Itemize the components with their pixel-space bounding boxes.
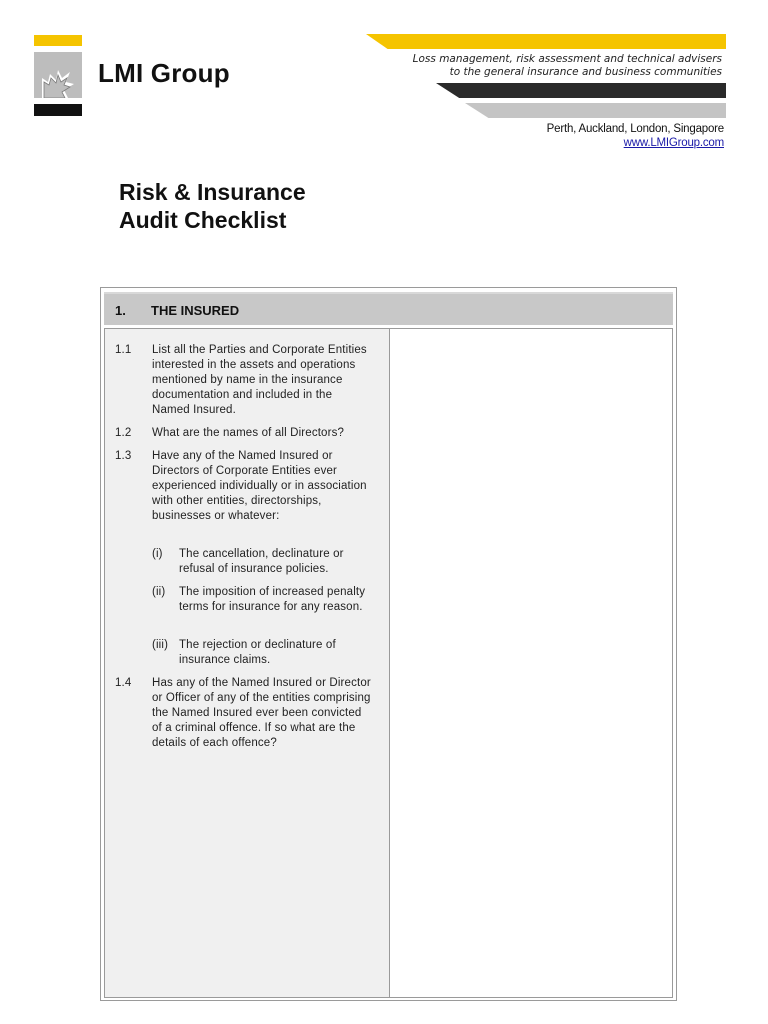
question-item (115, 449, 373, 524)
header-yellow-band (366, 34, 726, 49)
question-column (104, 328, 389, 998)
document-title-line-1: Risk & Insurance (119, 179, 306, 205)
question-item (115, 343, 373, 418)
tagline-line-2: to the general insurance and business communities (449, 66, 722, 78)
logo-yellow-bar (34, 35, 82, 46)
sub-item-text: The imposition of increased penalty terms for insurance for any reason. (179, 586, 366, 613)
logo-emblem (34, 52, 82, 98)
document-title-line-2: Audit Checklist (119, 207, 287, 233)
document-title (119, 178, 306, 234)
company-logo (34, 35, 82, 115)
website-link[interactable]: www.LMIGroup.com (623, 137, 724, 149)
logo-black-bar (34, 104, 82, 116)
tagline-line-1: Loss management, risk assessment and technical advisers (412, 53, 722, 65)
sub-item-label: (ii) (152, 586, 166, 598)
sub-item (152, 547, 382, 577)
company-name: LMI Group (98, 58, 230, 88)
sub-item (152, 585, 382, 615)
section-number: 1. (115, 303, 126, 318)
sub-item-label: (i) (152, 548, 163, 560)
section-header (104, 292, 673, 325)
office-locations: Perth, Auckland, London, Singapore (546, 123, 724, 135)
question-item (115, 426, 373, 441)
sub-item-text: The rejection or declinature of insurance claims. (179, 639, 336, 666)
question-text: Have any of the Named Insured or Directors of Corporate Entities ever experienced individually or in association with other entities, directorships, businesses or whatever: (152, 450, 367, 522)
question-number: 1.1 (115, 344, 132, 356)
question-number: 1.4 (115, 677, 132, 689)
question-text: Has any of the Named Insured or Director or Officer of any of the entities comprising the Named Insured ever been convicted of a criminal offence. If so what are the details of each offence? (152, 677, 371, 749)
question-number: 1.3 (115, 450, 132, 462)
question-item (115, 676, 373, 751)
header-dark-band (436, 83, 726, 98)
question-number: 1.2 (115, 427, 132, 439)
section-title: THE INSURED (151, 303, 240, 318)
header-grey-band (465, 103, 726, 118)
sub-item (152, 638, 382, 668)
question-text: What are the names of all Directors? (152, 427, 345, 439)
maple-leaf-icon (34, 52, 82, 98)
company-tagline (413, 53, 722, 79)
sub-item-label: (iii) (152, 639, 169, 651)
answer-column[interactable] (389, 328, 673, 998)
checklist-table (100, 287, 677, 1001)
sub-item-text: The cancellation, declinature or refusal of insurance policies. (179, 548, 344, 575)
office-locations-block (547, 122, 724, 150)
question-text: List all the Parties and Corporate Entities interested in the assets and operations mentioned by name in the insurance documentation and included in the Named Insured. (152, 344, 367, 416)
